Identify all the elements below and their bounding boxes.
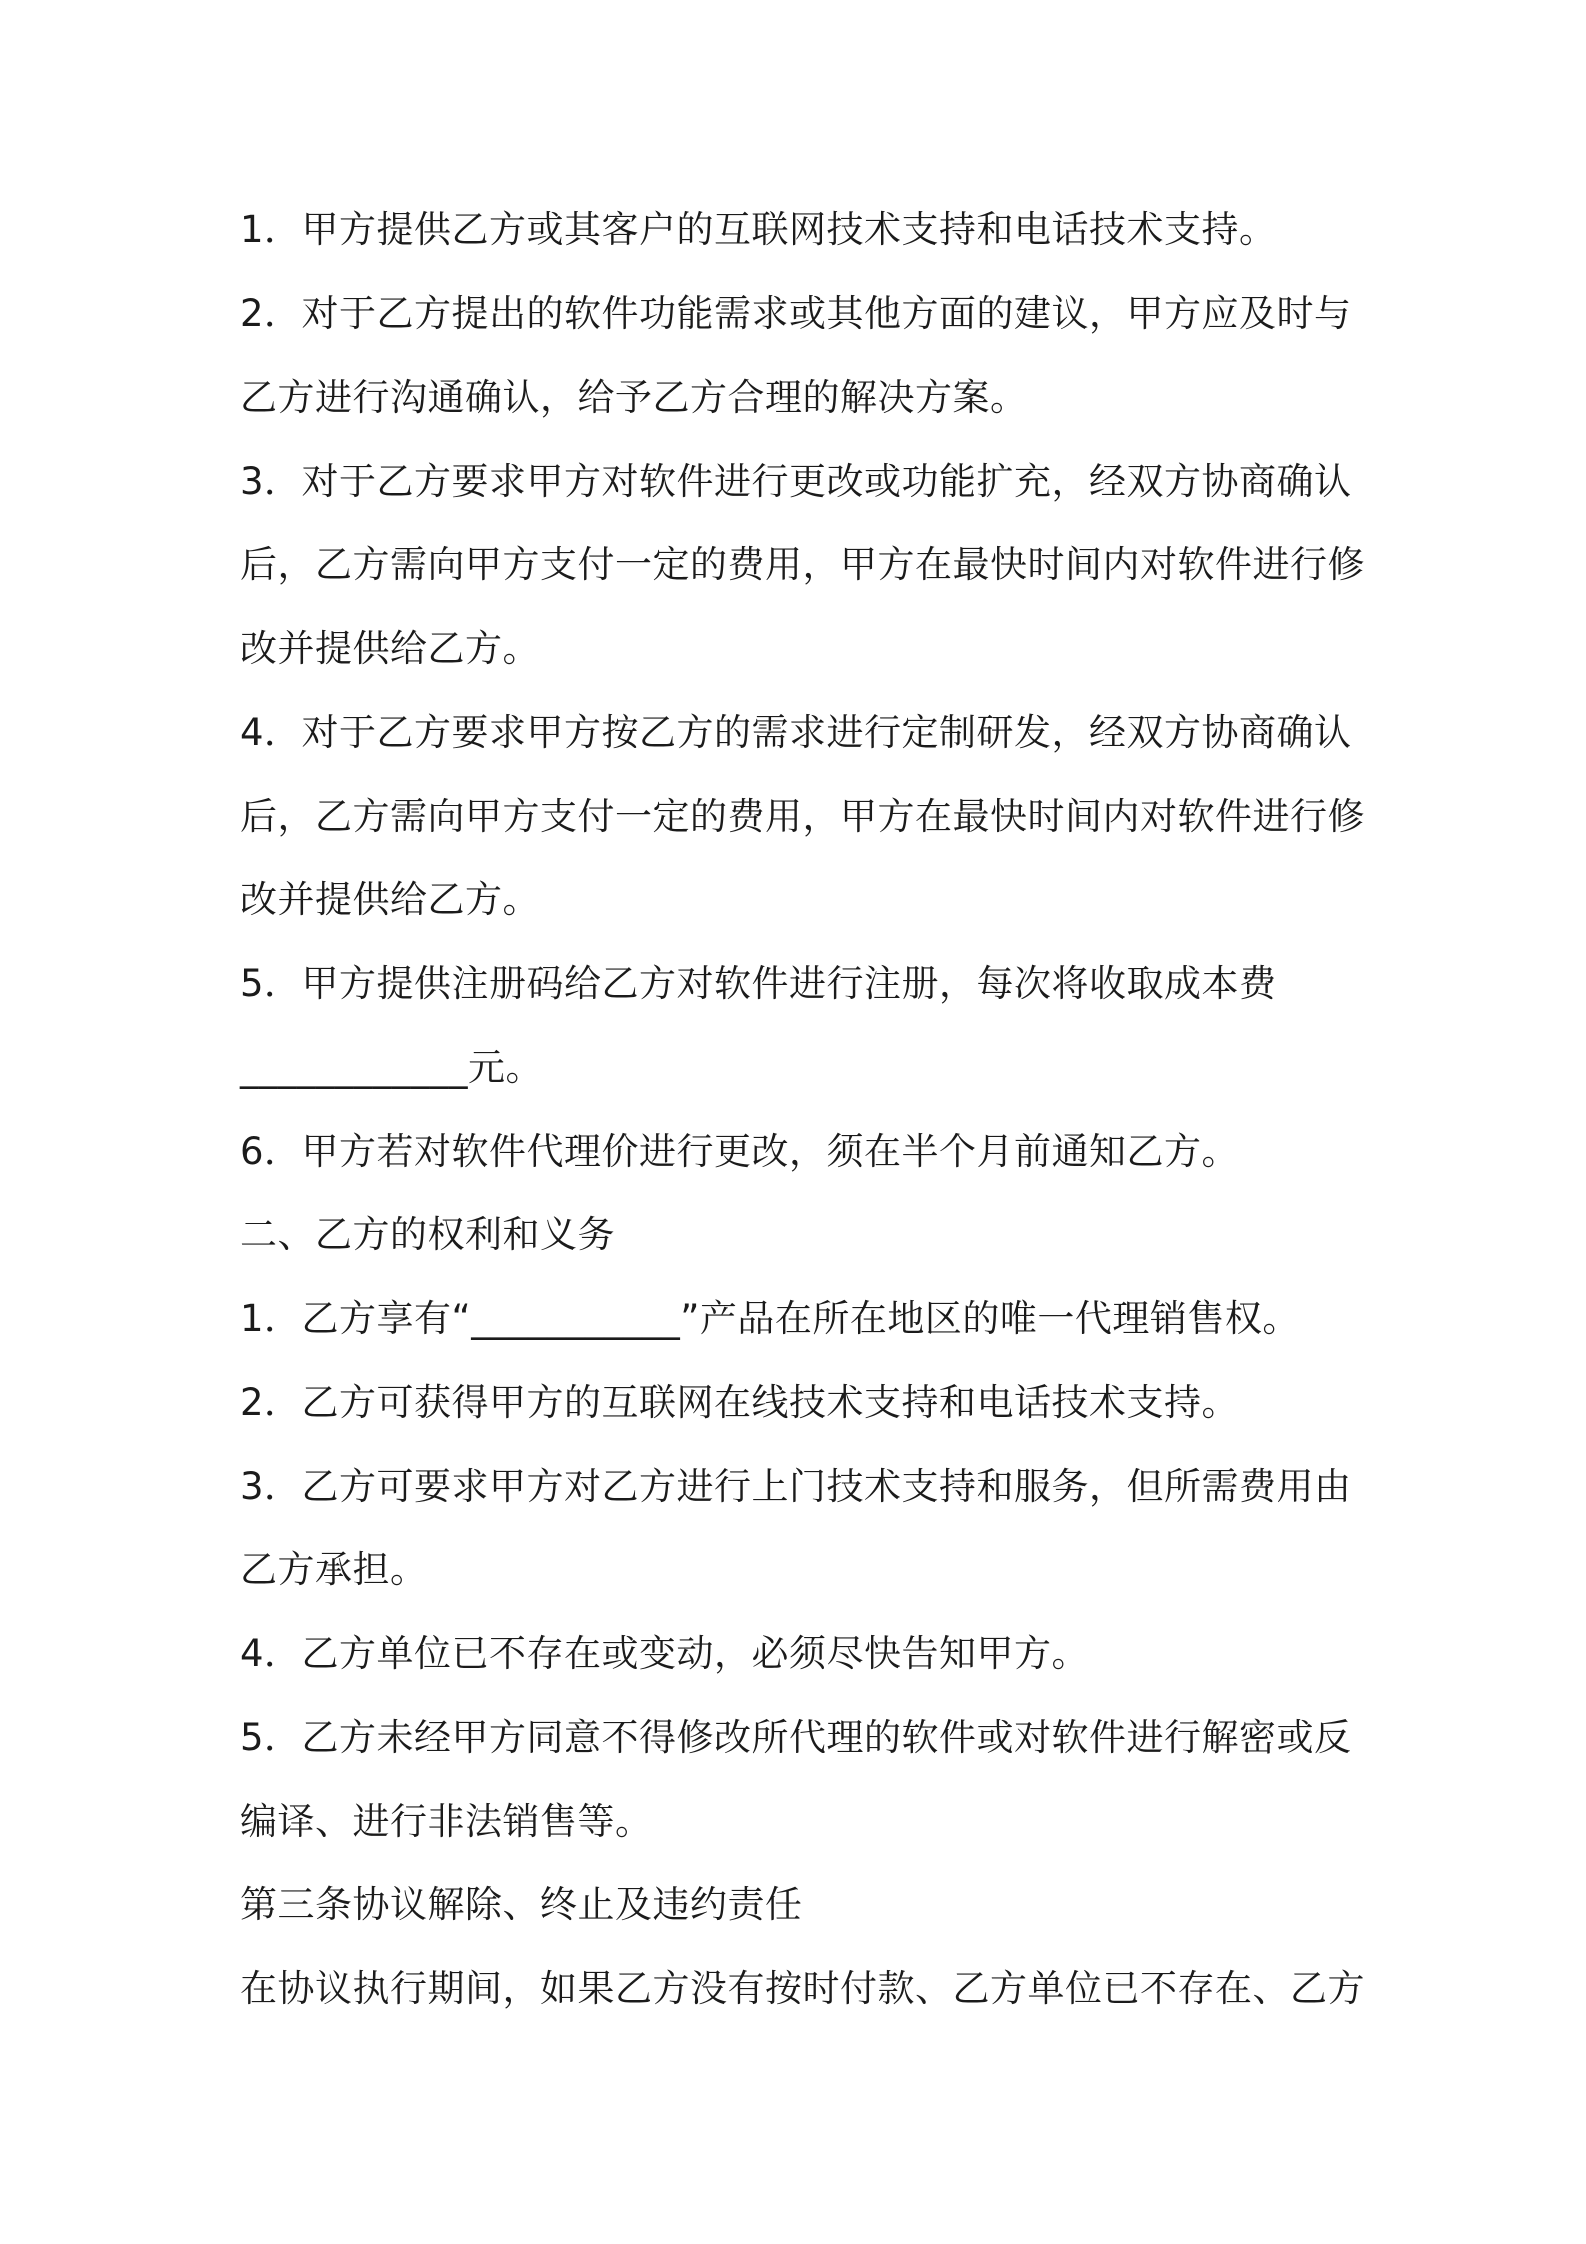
text-line: 后，乙方需向甲方支付一定的费用，甲方在最快时间内对软件进行修 — [240, 543, 1365, 586]
text-line: 6．甲方若对软件代理价进行更改，须在半个月前通知乙方。 — [240, 1130, 1240, 1173]
text-line: 4．对于乙方要求甲方按乙方的需求进行定制研发，经双方协商确认 — [240, 711, 1352, 754]
text-line: ____________元。 — [240, 1046, 543, 1089]
text-line: 后，乙方需向甲方支付一定的费用，甲方在最快时间内对软件进行修 — [240, 795, 1365, 838]
text-line: 在协议执行期间，如果乙方没有按时付款、乙方单位已不存在、乙方 — [240, 1967, 1365, 2010]
section-heading: 第三条协议解除、终止及违约责任 — [240, 1883, 803, 1926]
text-line: 5．乙方未经甲方同意不得修改所代理的软件或对软件进行解密或反 — [240, 1716, 1352, 1759]
text-line: 乙方承担。 — [240, 1548, 428, 1591]
text-line: 5．甲方提供注册码给乙方对软件进行注册，每次将收取成本费 — [240, 962, 1277, 1005]
text-line: 4．乙方单位已不存在或变动，必须尽快告知甲方。 — [240, 1632, 1090, 1675]
text-line: 3．乙方可要求甲方对乙方进行上门技术支持和服务，但所需费用由 — [240, 1465, 1352, 1508]
text-line: 乙方进行沟通确认，给予乙方合理的解决方案。 — [240, 376, 1028, 419]
text-line: 2．对于乙方提出的软件功能需求或其他方面的建议，甲方应及时与 — [240, 292, 1352, 335]
text-line: 3．对于乙方要求甲方对软件进行更改或功能扩充，经双方协商确认 — [240, 460, 1352, 503]
text-line: 改并提供给乙方。 — [240, 878, 540, 921]
text-line: 1．乙方享有“___________”产品在所在地区的唯一代理销售权。 — [240, 1297, 1300, 1340]
text-line: 编译、进行非法销售等。 — [240, 1800, 653, 1843]
section-heading: 二、乙方的权利和义务 — [240, 1213, 615, 1256]
text-line: 2．乙方可获得甲方的互联网在线技术支持和电话技术支持。 — [240, 1381, 1240, 1424]
text-line: 1．甲方提供乙方或其客户的互联网技术支持和电话技术支持。 — [240, 208, 1277, 251]
text-line: 改并提供给乙方。 — [240, 627, 540, 670]
